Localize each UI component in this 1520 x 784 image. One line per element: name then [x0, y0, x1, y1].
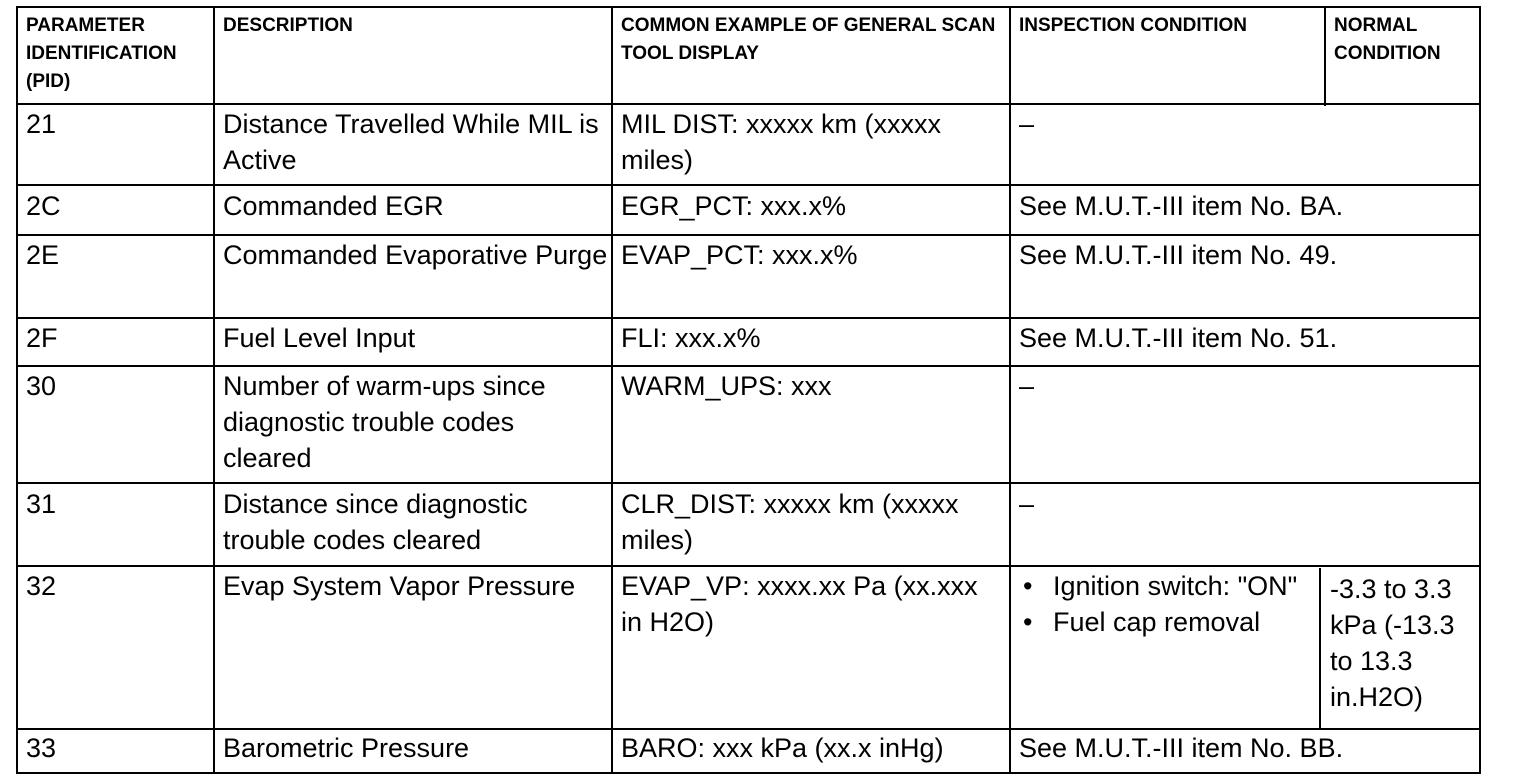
row-divider: [18, 317, 1479, 319]
header-inspection: INSPECTION CONDITION: [1019, 15, 1248, 36]
inspection-bullet: • Fuel cap removal: [1019, 604, 1314, 640]
row-inspection: See M.U.T.-III item No. 49.: [1019, 240, 1338, 270]
row-inspection: See M.U.T.-III item No. BA.: [1019, 191, 1344, 221]
row-pid: 2E: [26, 240, 60, 270]
row-example: BARO: xxx kPa (xx.x inHg): [621, 733, 944, 763]
column-divider: [1324, 8, 1326, 106]
row-divider: [18, 184, 1479, 186]
row-description: Evap System Vapor Pressure: [223, 571, 576, 601]
column-divider: [1009, 8, 1011, 772]
row-pid: 2F: [26, 323, 58, 353]
row-inspection: –: [1019, 489, 1035, 519]
row-divider: [18, 565, 1479, 567]
row-description: Barometric Pressure: [223, 733, 470, 763]
row-example: EGR_PCT: xxx.x%: [621, 191, 847, 221]
row-example: MIL DIST: xxxxx km (xxxxx miles): [621, 109, 942, 175]
row-normal: -3.3 to 3.3 kPa (-13.3 to 13.3 in.H2O): [1330, 574, 1455, 712]
row-example: EVAP_VP: xxxx.xx Pa (xx.xxx in H2O): [621, 571, 978, 637]
row-description: Distance since diagnostic trouble codes cleared: [223, 489, 528, 555]
inspection-bullet-list: [1019, 568, 1314, 640]
row-divider: [18, 234, 1479, 236]
header-example: COMMON EXAMPLE OF GENERAL SCAN TOOL DISPLAY: [621, 15, 996, 64]
row-divider: [18, 365, 1479, 367]
header-description: DESCRIPTION: [223, 15, 353, 36]
row-inspection: See M.U.T.-III item No. 51.: [1019, 323, 1338, 353]
row-pid: 30: [26, 371, 57, 401]
header-pid: PARAMETER IDENTIFICATION (PID): [26, 15, 177, 92]
row-pid: 33: [26, 733, 57, 763]
row-description: Commanded EGR: [223, 191, 444, 221]
parameter-table: [16, 6, 1481, 774]
row-inspection-conditions: [1019, 568, 1314, 640]
row-inspection: See M.U.T.-III item No. BB.: [1019, 733, 1344, 763]
row-description: Fuel Level Input: [223, 323, 416, 353]
row-pid: 31: [26, 489, 57, 519]
row-pid: 21: [26, 109, 57, 139]
row-description: Number of warm-ups since diagnostic trouble codes cleared: [223, 371, 546, 473]
row-description: Distance Travelled While MIL is Active: [223, 109, 599, 175]
row-description: Commanded Evaporative Purge: [223, 240, 608, 270]
row-divider: [18, 482, 1479, 484]
row-example: WARM_UPS: xxx: [621, 371, 832, 401]
column-divider: [213, 8, 215, 772]
row-inspection: –: [1019, 109, 1035, 139]
row-example: EVAP_PCT: xxx.x%: [621, 240, 858, 270]
row-example: CLR_DIST: xxxxx km (xxxxx miles): [621, 489, 959, 555]
header-normal: NORMAL CONDITION: [1334, 15, 1441, 64]
row-inspection: –: [1019, 371, 1035, 401]
row-divider: [18, 103, 1479, 105]
column-divider: [611, 8, 613, 772]
inspection-bullet: • Ignition switch: "ON": [1019, 568, 1314, 604]
row-example: FLI: xxx.x%: [621, 323, 761, 353]
row-pid: 32: [26, 571, 57, 601]
row-pid: 2C: [26, 191, 61, 221]
column-divider: [1319, 568, 1321, 730]
